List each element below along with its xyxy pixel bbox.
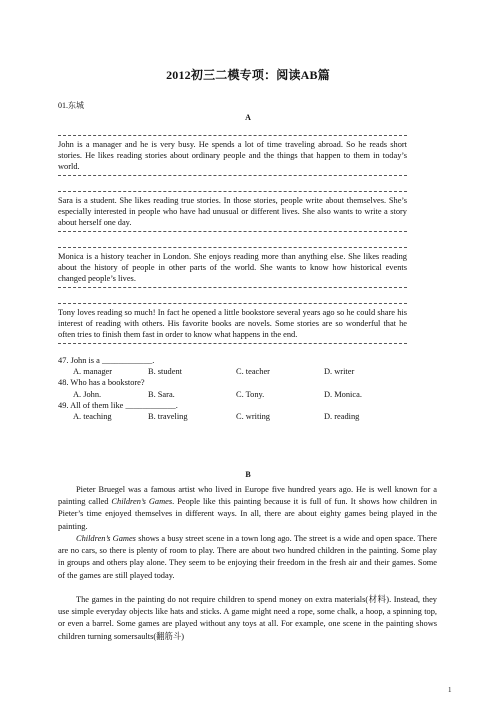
section-a-heading: A — [245, 113, 251, 122]
paragraph-3: The games in the painting do not require children to spend money on extra materials(材料). Instead, they use simple everyday objects like hats and sticks. A game might need a rope, some chalk, a hoop, a spinning top, or even a barrel. Some games are played without any toys at all. For example, one scene in the painting shows children turning somersaults(翻筋斗) — [58, 595, 437, 641]
option: C. teacher — [236, 367, 270, 377]
paragraph-text: shows a busy street scene in a town long ago. The street is a wide and open space. There are no cars, so there is plenty of room to play. There are about two hundred children in the painting. Some play in groups and others play alone. They seem to be enjoying their freedom in the fresh air and their games. Some of the games are still played today. — [58, 534, 437, 580]
question-options — [58, 366, 438, 377]
option: A. manager — [73, 367, 113, 377]
question-options — [58, 411, 438, 422]
option: B. student — [148, 367, 182, 377]
option: D. Monica. — [324, 389, 362, 399]
paragraph-text: Pieter Bruegel was a famous artist who lived in Europe five hundred years ago. He is well known for a painting called — [58, 485, 437, 507]
question-stem: 47. John is a ____________. — [58, 356, 155, 365]
paragraph-1 — [58, 484, 437, 533]
option: A. John. — [73, 389, 102, 399]
option: B. Sara. — [148, 389, 175, 399]
painting-title: Children’s Games — [111, 497, 173, 507]
painting-title: Children’s Games — [76, 534, 136, 543]
page-number: 1 — [448, 686, 452, 694]
passage-box-tony: Tony loves reading so much! In fact he opened a little bookstore several years ago so he could share his interest of reading with others. His favorite books are novels. Some stories are so wonderful that he often tries to finish them fast in order to know what happens in the end. — [58, 303, 407, 344]
paragraph-2 — [58, 533, 437, 582]
section-b-heading: B — [245, 470, 251, 479]
option: B. traveling — [148, 411, 188, 421]
option: D. reading — [324, 411, 360, 421]
page-title: 2012初三二模专项：阅读AB篇 — [166, 68, 330, 82]
passage-box-sara: Sara is a student. She likes reading true stories. In those stories, people write about themselves. She’s especially interested in people who have had unusual or different lives. She also wants to write a story about herself one day. — [58, 191, 407, 232]
paragraph-text: . People like this painting because it is full of fun. It shows how children in Pieter’s time enjoyed themselves in different ways. In all, there are about eighty games being played in the painting. — [58, 497, 437, 531]
option: D. writer — [324, 367, 355, 377]
questions-block — [58, 355, 438, 422]
passage-box-john: John is a manager and he is very busy. He spends a lot of time traveling abroad. So he reads short stories. He likes reading stories about ordinary people and the things that happen to them in today’s world. — [58, 135, 407, 176]
question-stem: 48. Who has a bookstore? — [58, 378, 145, 388]
passage-box-monica: Monica is a history teacher in London. She enjoys reading more than anything else. She likes reading about the history of people in other parts of the world. She wants to know how historical events changed people’s lives. — [58, 247, 407, 288]
option: A. teaching — [73, 411, 112, 421]
question-options — [58, 389, 438, 400]
option: C. writing — [236, 411, 270, 421]
source-label: 01.东城 — [58, 101, 84, 110]
question-stem: 49. All of them like ____________. — [58, 400, 178, 410]
option: C. Tony. — [236, 389, 265, 399]
